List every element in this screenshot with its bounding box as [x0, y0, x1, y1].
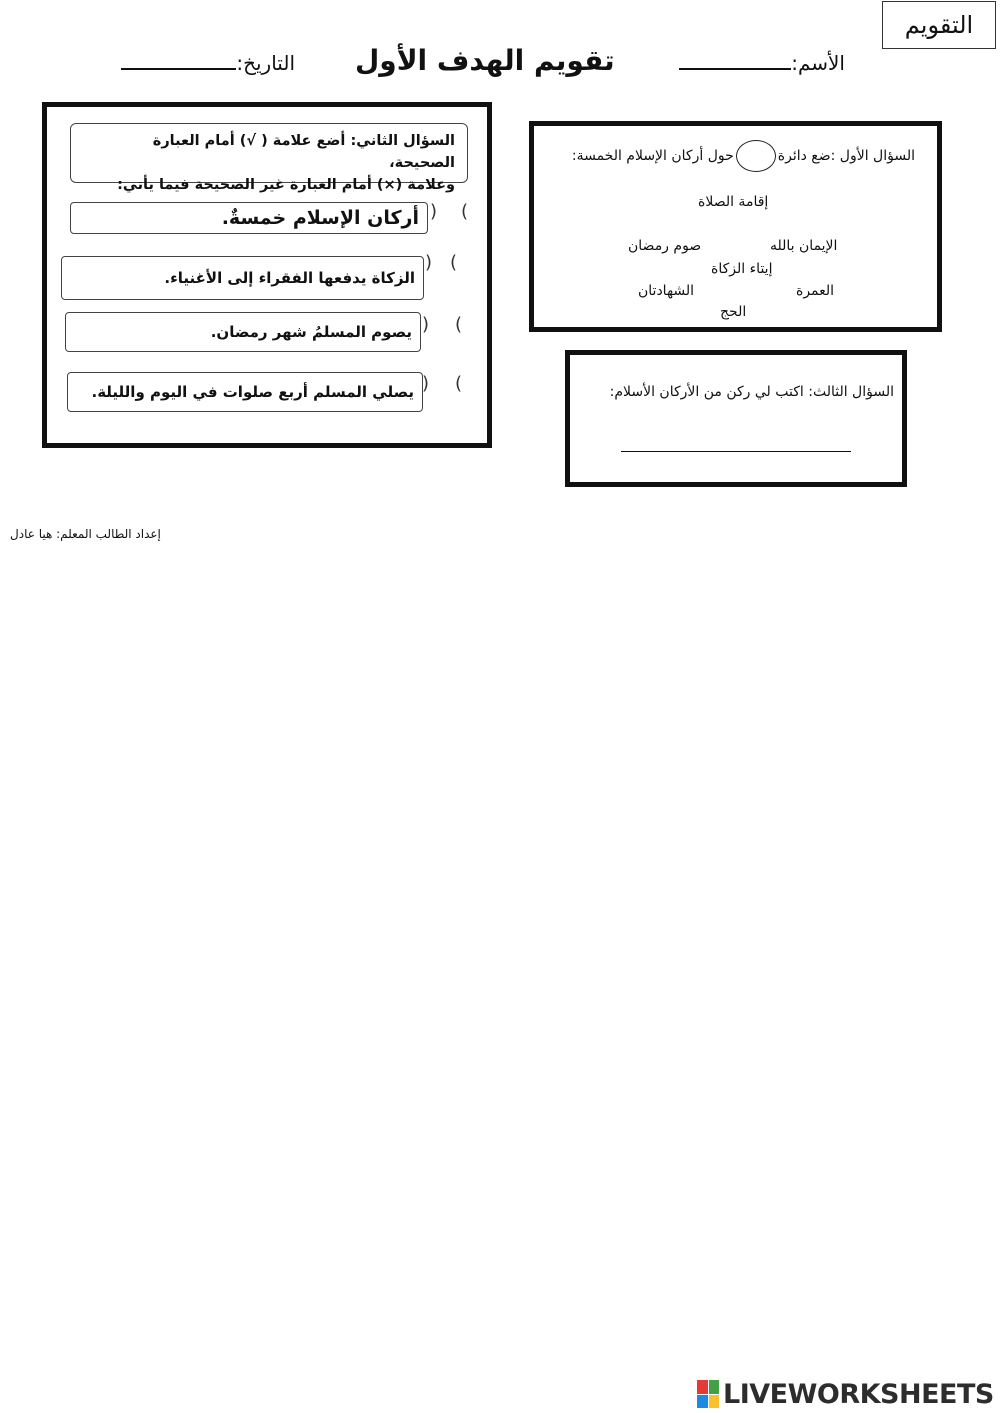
- name-blank[interactable]: [679, 50, 791, 70]
- question-2-prompt: [70, 123, 468, 193]
- answer-slot-2-right: (: [450, 252, 458, 273]
- statement-1-text: أركان الإسلام خمسةٌ.: [221, 207, 419, 229]
- answer-slot-3-right: (: [455, 314, 463, 335]
- answer-slot-2[interactable]: [425, 252, 471, 273]
- answer-slot-1-left: ): [430, 201, 438, 222]
- question-3-prompt: السؤال الثالث: اكتب لي ركن من الأركان الأسلام:: [609, 384, 894, 400]
- option-shahadatan[interactable]: الشهادتان: [638, 283, 695, 299]
- question-1-prompt: [535, 140, 915, 172]
- answer-slot-4-right: (: [455, 373, 463, 394]
- name-label: الأسم:: [791, 51, 845, 75]
- logo-cell-4: [709, 1395, 720, 1409]
- answer-line[interactable]: [621, 451, 851, 452]
- option-sawm[interactable]: صوم رمضان: [628, 238, 702, 254]
- option-salah[interactable]: إقامة الصلاة: [698, 194, 769, 210]
- statement-4-text: يصلي المسلم أربع صلوات في اليوم والليلة.: [91, 383, 414, 401]
- statement-2: [61, 256, 424, 300]
- statement-3: [65, 312, 421, 352]
- answer-slot-3-left: ): [422, 314, 430, 335]
- statement-4: [67, 372, 423, 412]
- name-field: [665, 50, 845, 75]
- logo-cell-3: [697, 1395, 708, 1409]
- date-blank[interactable]: [121, 50, 236, 70]
- statement-2-text: الزكاة يدفعها الفقراء إلى الأغنياء.: [164, 269, 415, 287]
- option-hajj[interactable]: الحج: [720, 304, 747, 320]
- q1-prompt-end: حول أركان الإسلام الخمسة:: [571, 148, 734, 164]
- question-3-box: [565, 350, 907, 487]
- brand-footer: [697, 1376, 994, 1412]
- answer-slot-3[interactable]: [422, 314, 472, 335]
- statement-1: [70, 202, 428, 234]
- answer-slot-2-left: ): [425, 252, 433, 273]
- logo-cell-1: [697, 1380, 708, 1394]
- brand-logo-icon: [697, 1380, 719, 1408]
- circle-icon: [736, 140, 776, 172]
- answer-slot-4[interactable]: [422, 373, 472, 394]
- page-title: تقويم الهدف الأول: [355, 44, 615, 77]
- q2-line-1: السؤال الثاني: أضع علامة ( √) أمام العبارة الصحيحة،: [152, 133, 455, 171]
- answer-slot-4-left: ): [422, 373, 430, 394]
- date-field: [100, 50, 295, 75]
- answer-slot-1[interactable]: [430, 201, 476, 222]
- option-umrah[interactable]: العمرة: [796, 283, 835, 299]
- statement-3-text: يصوم المسلمُ شهر رمضان.: [210, 323, 412, 341]
- option-zakat[interactable]: إيتاء الزكاة: [711, 261, 773, 277]
- logo-cell-2: [709, 1380, 720, 1394]
- q1-prompt-start: السؤال الأول :ضع دائرة: [777, 148, 915, 164]
- prepared-by-note: إعداد الطالب المعلم: هيا عادل: [10, 527, 161, 541]
- option-iman[interactable]: الإيمان بالله: [770, 238, 838, 254]
- brand-name: LIVEWORKSHEETS: [723, 1378, 994, 1410]
- date-label: التاريخ:: [236, 51, 295, 75]
- answer-slot-1-right: (: [461, 201, 469, 222]
- section-tag: التقويم: [882, 1, 996, 49]
- q2-line-2: وعلامة (×) أمام العبارة غير الصحيحة فيما يأتي:: [117, 177, 455, 193]
